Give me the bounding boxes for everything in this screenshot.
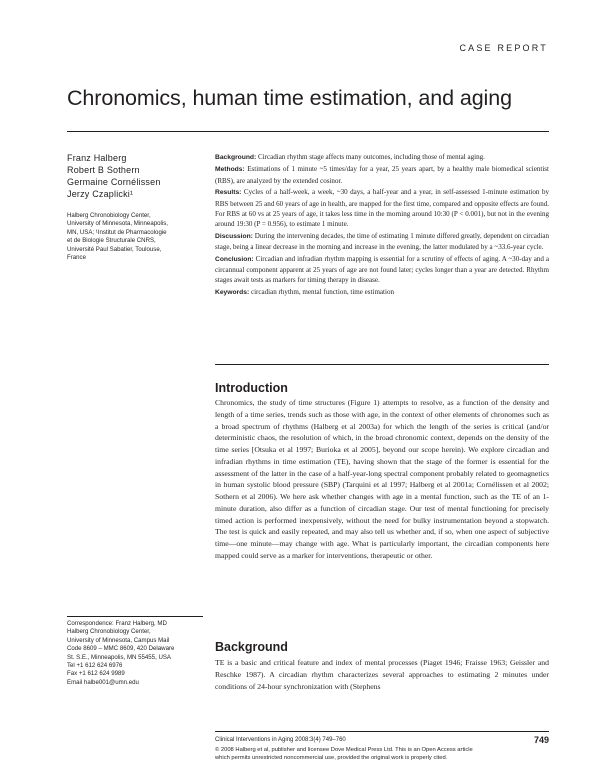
introduction-heading: Introduction	[215, 381, 288, 395]
abstract-discussion	[215, 231, 549, 253]
correspondence-line: Halberg Chronobiology Center,	[67, 628, 151, 636]
affiliation-line: France	[67, 254, 86, 262]
abstract	[215, 152, 549, 299]
abstract-text: circadian rhythm, mental function, time estimation	[249, 287, 395, 296]
author-name: Franz Halberg	[67, 153, 127, 163]
author-name: Robert B Sothern	[67, 165, 140, 175]
correspondence-line: University of Minnesota, Campus Mail	[67, 636, 170, 644]
abstract-conclusion	[215, 254, 549, 286]
affiliation-line: MN, USA; ¹Institut de Pharmacologie	[67, 228, 167, 236]
correspondence-email[interactable]: Email halbe001@umn.edu	[67, 678, 139, 686]
abstract-label: Background:	[215, 154, 257, 161]
section-label: CASE REPORT	[459, 43, 548, 53]
affiliation-line: Halberg Chronobiology Center,	[67, 212, 151, 219]
correspondence-line: St. S.E., Minneapolis, MN 55455, USA	[67, 653, 171, 661]
affiliation-line: University of Minnesota, Minneapolis,	[67, 220, 168, 228]
copyright-line: which permits unrestricted noncommercial use, provided the original work is properly cited.	[215, 755, 448, 762]
abstract-label: Keywords:	[215, 288, 250, 296]
correspondence-line: Tel +1 612 624 6976	[67, 662, 123, 670]
correspondence-line: Correspondence: Franz Halberg, MD	[67, 620, 167, 627]
abstract-results	[215, 187, 549, 230]
affiliations	[67, 212, 207, 262]
author-name: Jerzy Czaplicki¹	[67, 189, 134, 199]
abstract-methods	[215, 164, 549, 186]
correspondence-line: Fax +1 612 624 9989	[67, 670, 125, 678]
title-rule	[67, 131, 549, 132]
page-number: 749	[533, 735, 549, 745]
correspondence	[67, 620, 207, 687]
footer-rule	[215, 731, 549, 732]
article-title: Chronomics, human time estimation, and aging	[67, 86, 512, 110]
abstract-label: Results:	[215, 189, 242, 197]
abstract-rule	[215, 364, 549, 365]
abstract-text: Estimations of 1 minute ~5 times/day for a year, 25 years apart, by a healthy male biomedical scientist (RBS), are analyzed by the extended cosinor.	[215, 165, 549, 185]
correspondence-line: Code 8609 – MMC 8609, 420 Delaware	[67, 645, 175, 653]
abstract-background	[215, 152, 549, 163]
abstract-text: During the intervening decades, the time of estimating 1 minute differed greatly, dependent on circadian stage, being a linear decrease in the morning and increase in the evening, the latter modulated by a ~33.6-year cycle.	[215, 231, 549, 252]
abstract-text: Circadian and infradian rhythm mapping is essential for a scrutiny of effects of aging. A ~30-day and a circannual component apparent at 25 years of age are not found later; cycles longer than a year are detected. Rhythm stages await tests as markers for timing therapy in disease.	[215, 254, 549, 285]
copyright-notice	[215, 746, 551, 762]
abstract-text: Cycles of a half-week, a week, ~30 days, a half-year and a year, in self-assessed 1-minute estimation by RBS between 25 and 60 years of age in health, are mapped for the first time, compared and opposite effects are found. For RBS at 60 vs at 25 years of age, it takes less time in the morning around 10:30 (P < 0.001), but not in the evening around 19:30 (P = 0.956), to estimate 1 minute.	[215, 188, 549, 229]
abstract-label: Conclusion:	[215, 255, 254, 263]
background-heading: Background	[215, 640, 288, 654]
author-name: Germaine Cornélissen	[67, 177, 161, 187]
affiliation-line: Université Paul Sabatier, Toulouse,	[67, 245, 162, 253]
copyright-line: © 2008 Halberg et al, publisher and licensee Dove Medical Press Ltd. This is an Open Access article	[215, 747, 473, 753]
affiliation-line: et de Biologie Structurale CNRS,	[67, 237, 156, 245]
journal-citation: Clinical Interventions in Aging 2008:3(4) 749–760	[215, 737, 346, 743]
introduction-text: Chronomics, the study of time structures (Figure 1) attempts to resolve, as a function of the density and length of a time series, trends such as those with age, in the context of other elements of chronomes such as a broad spectrum of rhythms (Halberg et al 2003a) for which the length of the series is critical (and/or deterministic chaos, the resolution of which, in the broad chronomic context, depends on the density of the time series [Otsuka et al 1997; Burioka et al 2005], beyond our scope herein). We explore circadian and infradian rhythms in time estimation (TE), having shown that the stage of the former is essential for the assessment of the latter in the case of a half-year-long spectral component probably related to geomagnetics in human systolic blood pressure (SBP) (Tarquini et al 1997; Halberg et al 2001a; Cornélissen et al 2002; Sothern et al 2006). We here ask whether changes with age in a mental function, such as the TE of an 1-minute duration, also differ as a function of circadian stage. Our test of mental functioning for precisely timed action is performed inexpensively, without the need for bulky instrumentation beyond a stopwatch. The test is quick and easily repeated, and may also tell us whether and, if so, when one aspect of subjective time—one minute—may change with age. What is particularly important, the circadian components here mapped could serve as a marker for interventions, therapeutic or other.	[215, 398, 549, 560]
author-list	[67, 152, 202, 200]
abstract-label: Methods:	[215, 166, 245, 174]
abstract-label: Discussion:	[215, 232, 253, 240]
abstract-keywords	[215, 287, 549, 298]
background-text: TE is a basic and critical feature and index of mental processes (Piaget 1946; Fraisse 1963; Geissler and Reschke 1987). A circadian rhythm characterizes several approaches to estimating 2 minutes under conditions of 24-hour synchronization with (Stephens	[215, 658, 549, 691]
abstract-text: Circadian rhythm stage affects many outcomes, including those of mental aging.	[256, 153, 485, 161]
correspondence-rule	[67, 616, 203, 617]
